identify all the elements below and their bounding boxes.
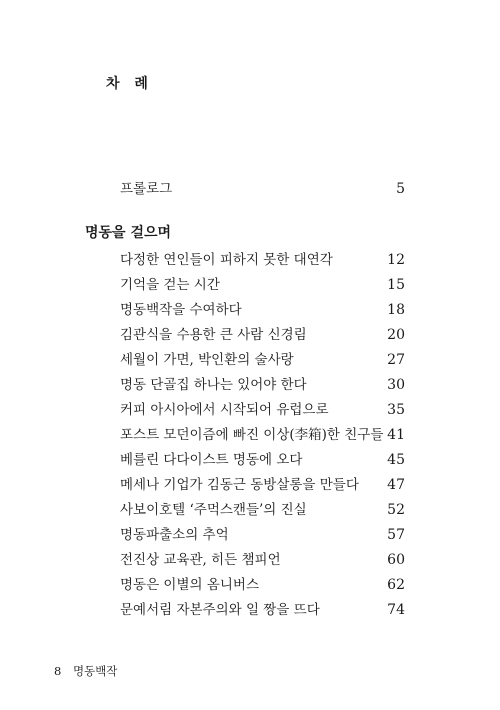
toc-entry-title: 명동은 이별의 옴니버스 <box>120 577 259 593</box>
toc-entry-page: 74 <box>387 602 405 618</box>
toc-entry-title: 사보이호텔 ‘주먹스캔들’의 진실 <box>120 502 307 518</box>
toc-heading: 차 례 <box>106 76 153 92</box>
toc-entry[interactable] <box>120 398 405 418</box>
toc-entry-page: 52 <box>387 502 405 518</box>
toc-entry[interactable] <box>120 598 405 618</box>
toc-entry-page: 15 <box>387 277 405 293</box>
toc-entry-page: 35 <box>387 402 405 418</box>
toc-entry-page: 57 <box>387 527 405 543</box>
toc-entry-title: 메세나 기업가 김동근 동방살롱을 만들다 <box>120 477 359 493</box>
footer-book-title: 명동백작 <box>72 664 118 678</box>
toc-entry[interactable] <box>120 248 405 268</box>
toc-entry[interactable] <box>120 473 405 493</box>
toc-entry-title: 명동백작을 수여하다 <box>120 302 242 318</box>
toc-entry-page: 47 <box>387 477 405 493</box>
toc-entry[interactable] <box>120 323 405 343</box>
toc-entry-page: 12 <box>387 252 405 268</box>
toc-entry-page: 41 <box>387 427 405 443</box>
toc-entry-title: 베를린 다다이스트 명동에 오다 <box>120 452 303 468</box>
toc-entry-title: 커피 아시아에서 시작되어 유럽으로 <box>120 402 329 418</box>
toc-entry-title: 프롤로그 <box>120 181 173 197</box>
toc-entry[interactable] <box>120 373 405 393</box>
toc-entry-title: 명동 단골집 하나는 있어야 한다 <box>120 377 307 393</box>
toc-entry-page: 60 <box>387 552 405 568</box>
toc-entry-title: 세월이 가면, 박인환의 술사랑 <box>120 352 294 368</box>
toc-entry[interactable] <box>120 498 405 518</box>
toc-entry-page: 18 <box>387 302 405 318</box>
toc-entry-page: 20 <box>387 327 405 343</box>
toc-entry-page: 45 <box>387 452 405 468</box>
section-heading: 명동을 걸으며 <box>85 225 172 241</box>
toc-entry-title: 포스트 모던이즘에 빠진 이상(李箱)한 친구들 <box>120 427 384 443</box>
toc-entry[interactable] <box>120 348 405 368</box>
toc-entry-title: 다정한 연인들이 피하지 못한 대연각 <box>120 252 333 268</box>
toc-entry-page: 5 <box>396 181 405 197</box>
toc-prologue[interactable] <box>120 177 405 197</box>
toc-entry-page: 30 <box>387 377 405 393</box>
toc-entry-page: 62 <box>387 577 405 593</box>
toc-entry-title: 전진상 교육관, 히든 챔피언 <box>120 552 281 568</box>
toc-entry-page: 27 <box>387 352 405 368</box>
footer-page-number: 8 <box>54 664 62 678</box>
toc-entry-title: 김관식을 수용한 큰 사람 신경림 <box>120 327 307 343</box>
toc-entry-title: 문예서림 자본주의와 일 짱을 뜨다 <box>120 602 320 618</box>
toc-entry[interactable] <box>120 448 405 468</box>
toc-entry-title: 명동파출소의 추억 <box>120 527 229 543</box>
toc-entry[interactable] <box>120 573 405 593</box>
page-footer <box>54 663 117 679</box>
toc-entry-title: 기억을 걷는 시간 <box>120 277 220 293</box>
toc-entry[interactable] <box>120 298 405 318</box>
toc-entry[interactable] <box>120 273 405 293</box>
toc-entry[interactable] <box>120 423 405 443</box>
toc-entry[interactable] <box>120 523 405 543</box>
toc-entry[interactable] <box>120 548 405 568</box>
